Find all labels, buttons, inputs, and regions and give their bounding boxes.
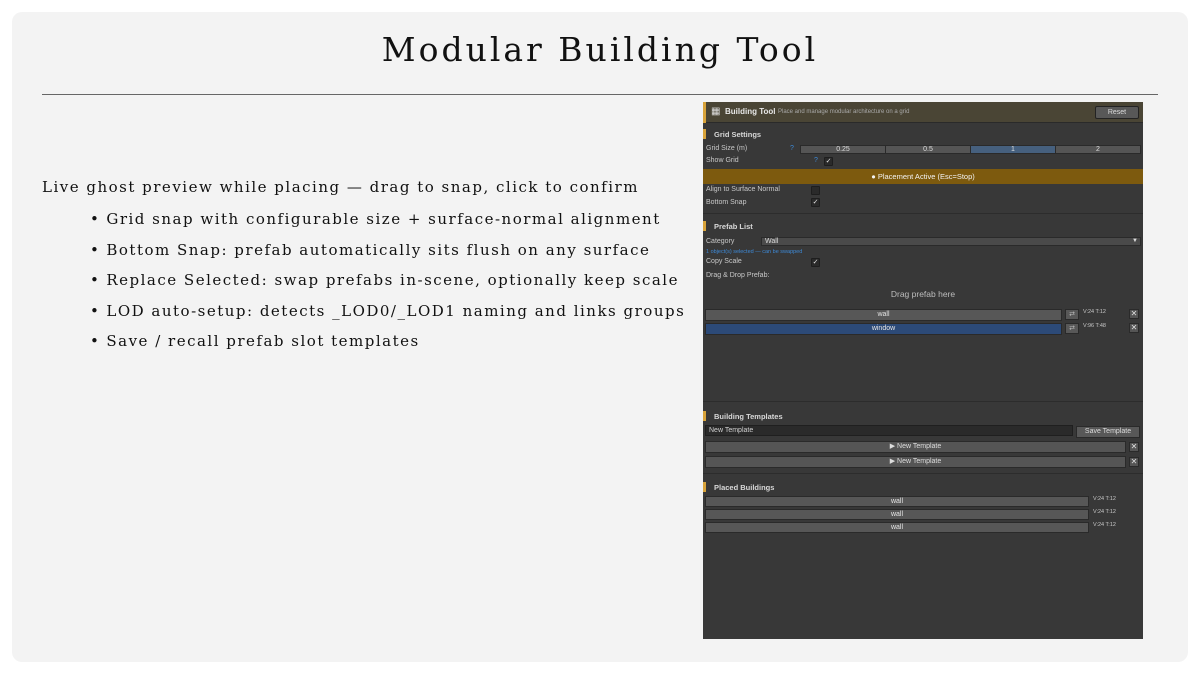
copy-scale-checkbox[interactable]: ✓ (812, 259, 819, 266)
template-name-input[interactable]: New Template (705, 425, 1073, 436)
grid-settings-title: Grid Settings (714, 130, 762, 139)
tool-title: Building Tool (725, 107, 776, 116)
prefab-stats: V:24 T:12 (1083, 309, 1106, 315)
swap-icon[interactable]: ⇄ (1065, 323, 1079, 334)
help-icon[interactable]: ? (790, 145, 794, 152)
prefab-slot-window[interactable]: window (705, 323, 1062, 335)
placed-building-item[interactable]: wall (705, 522, 1089, 533)
close-icon[interactable]: ✕ (1130, 442, 1138, 451)
chevron-down-icon: ▼ (1132, 238, 1138, 244)
align-surface-checkbox[interactable] (811, 186, 820, 195)
feature-item: • Replace Selected: swap prefabs in-scene, optionally keep scale (90, 270, 685, 301)
placed-building-stats: V:24 T:12 (1093, 496, 1116, 502)
slide-lead-text: Live ghost preview while placing — drag to snap, click to confirm (42, 178, 639, 196)
prefab-drop-zone[interactable]: Drag prefab here (890, 289, 956, 299)
swap-icon[interactable]: ⇄ (1065, 309, 1079, 320)
feature-list (90, 209, 685, 362)
section-accent (703, 129, 706, 139)
building-tool-window (703, 102, 1143, 639)
placed-buildings-title: Placed Buildings (714, 483, 775, 492)
section-divider (703, 473, 1143, 474)
placed-building-item[interactable]: wall (705, 496, 1089, 507)
selection-note: 1 object(s) selected — can be swapped (706, 249, 803, 255)
placed-building-stats: V:24 T:12 (1093, 522, 1116, 528)
grid-size-option-1[interactable]: 1 (970, 145, 1056, 154)
header-accent (703, 102, 706, 123)
reset-button[interactable]: Reset (1095, 106, 1139, 119)
category-dropdown[interactable] (761, 237, 1141, 246)
section-accent (703, 482, 706, 492)
section-accent (703, 411, 706, 421)
grid-size-label: Grid Size (m) (706, 145, 748, 152)
title-divider (42, 94, 1158, 95)
feature-item: • Save / recall prefab slot templates (90, 331, 685, 362)
drag-drop-label: Drag & Drop Prefab: (706, 272, 770, 279)
copy-scale-label: Copy Scale (706, 258, 742, 265)
show-grid-label: Show Grid (706, 157, 739, 164)
building-templates-title: Building Templates (714, 412, 783, 421)
slide-title: Modular Building Tool (381, 30, 819, 69)
grid-size-option-0.5[interactable]: 0.5 (885, 145, 971, 154)
template-item[interactable]: ▶ New Template (705, 456, 1126, 468)
close-icon[interactable]: ✕ (1130, 309, 1138, 318)
feature-item: • Grid snap with configurable size + surface-normal alignment (90, 209, 685, 240)
prefab-slot-wall[interactable]: wall (705, 309, 1062, 321)
help-icon[interactable]: ? (814, 157, 818, 164)
grid-size-option-2[interactable]: 2 (1055, 145, 1141, 154)
close-icon[interactable]: ✕ (1130, 323, 1138, 332)
category-value: Wall (765, 238, 779, 245)
section-divider (703, 213, 1143, 214)
align-surface-label: Align to Surface Normal (706, 186, 780, 193)
feature-item: • Bottom Snap: prefab automatically sits flush on any surface (90, 240, 685, 271)
category-label: Category (706, 238, 735, 245)
prefab-list-title: Prefab List (714, 222, 753, 231)
section-divider (703, 401, 1143, 402)
placed-building-stats: V:24 T:12 (1093, 509, 1116, 515)
tool-subtitle: Place and manage modular architecture on a grid (778, 109, 910, 115)
placed-building-item[interactable]: wall (705, 509, 1089, 520)
close-icon[interactable]: ✕ (1130, 457, 1138, 466)
save-template-button[interactable]: Save Template (1076, 426, 1140, 438)
show-grid-checkbox[interactable]: ✓ (825, 158, 832, 165)
prefab-stats: V:96 T:48 (1083, 323, 1106, 329)
bottom-snap-label: Bottom Snap (706, 199, 747, 206)
section-accent (703, 221, 706, 231)
building-grid-icon: ▦ (711, 106, 721, 117)
placement-active-banner[interactable]: ● Placement Active (Esc=Stop) (703, 169, 1143, 184)
feature-item: • LOD auto-setup: detects _LOD0/_LOD1 naming and links groups (90, 301, 685, 332)
grid-size-option-0.25[interactable]: 0.25 (800, 145, 886, 154)
template-item[interactable]: ▶ New Template (705, 441, 1126, 453)
bottom-snap-checkbox[interactable]: ✓ (812, 199, 819, 206)
